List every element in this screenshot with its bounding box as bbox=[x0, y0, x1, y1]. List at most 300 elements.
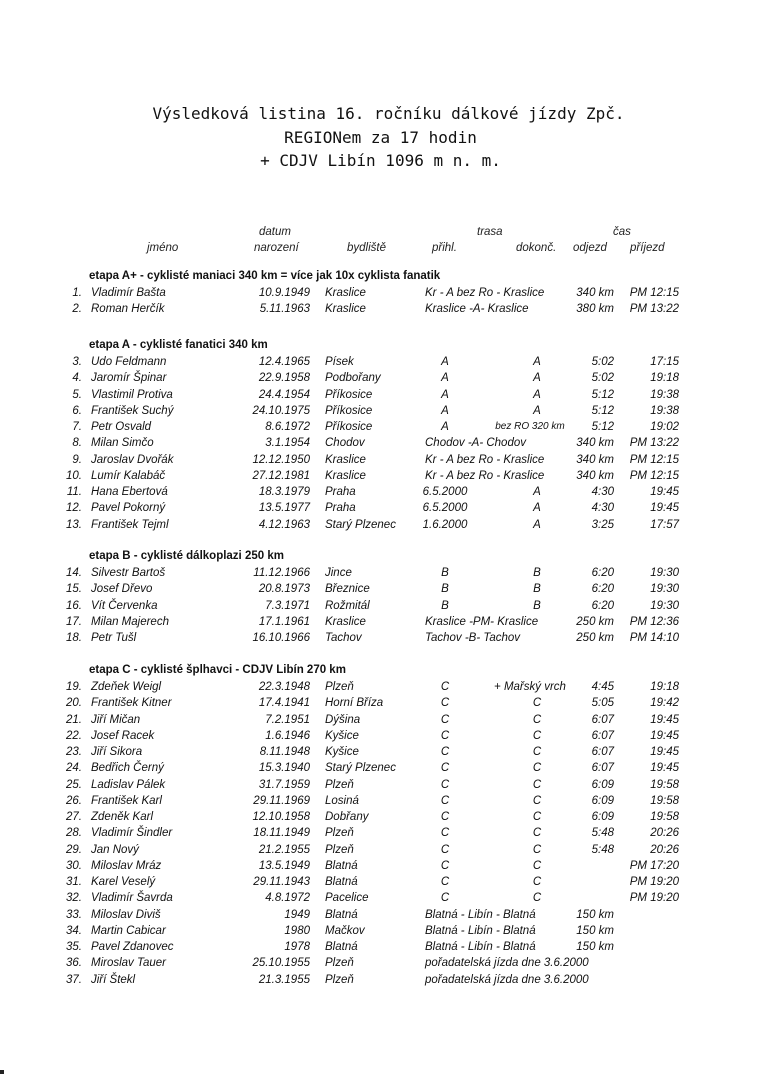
rider-name: Miroslav Tauer bbox=[91, 957, 166, 970]
table-row bbox=[0, 437, 761, 453]
table-row bbox=[0, 779, 761, 795]
departure: 5:02 bbox=[591, 356, 614, 368]
table-row bbox=[0, 600, 761, 616]
table-row bbox=[0, 892, 761, 908]
route-text: Kraslice -A- Kraslice bbox=[425, 303, 529, 316]
row-number: 16. bbox=[66, 599, 82, 612]
table-row bbox=[0, 925, 761, 941]
birth-date: 17.4.1941 bbox=[258, 697, 310, 710]
route-registered: C bbox=[440, 794, 450, 807]
rider-name: Silvestr Bartoš bbox=[91, 567, 166, 579]
arrival: 17:15 bbox=[650, 356, 679, 368]
birth-date: 24.10.1975 bbox=[252, 404, 310, 417]
header-trasa: trasa bbox=[477, 226, 503, 238]
arrival: 20:26 bbox=[650, 843, 679, 856]
route-finished: A bbox=[533, 356, 541, 368]
table-row bbox=[0, 762, 761, 778]
rider-name: Hana Ebertová bbox=[91, 486, 168, 498]
departure: 5:48 bbox=[591, 827, 614, 840]
birth-date: 22.9.1958 bbox=[258, 372, 310, 385]
arrival: 19:18 bbox=[650, 372, 679, 385]
birth-date: 25.10.1955 bbox=[252, 957, 310, 970]
row-number: 35. bbox=[66, 941, 82, 953]
rider-name: Ladislav Pálek bbox=[91, 778, 166, 791]
departure: 150 km bbox=[576, 908, 614, 921]
table-row bbox=[0, 876, 761, 892]
row-number: 5. bbox=[72, 388, 82, 401]
route-finished: C bbox=[532, 778, 542, 791]
document-title-line2: REGIONem za 17 hodin bbox=[284, 128, 477, 147]
departure: 6:07 bbox=[591, 762, 614, 775]
table-row bbox=[0, 421, 761, 437]
rider-name: Lumír Kalabáč bbox=[91, 469, 166, 482]
arrival: PM 13:22 bbox=[629, 303, 679, 316]
route-registered: C bbox=[440, 778, 450, 791]
route-text: Blatná - Libín - Blatná bbox=[425, 924, 536, 937]
arrival: 19:45 bbox=[650, 502, 679, 515]
arrival: 19:58 bbox=[650, 778, 679, 791]
table-row bbox=[0, 860, 761, 876]
route-registered: A bbox=[441, 404, 449, 417]
arrival: 19:45 bbox=[650, 746, 679, 758]
arrival: 19:45 bbox=[650, 486, 679, 498]
birth-date: 12.4.1965 bbox=[258, 356, 310, 368]
rider-name: Martin Cabicar bbox=[91, 924, 166, 937]
birth-date: 21.2.1955 bbox=[258, 843, 310, 856]
route-finished: bez RO 320 km bbox=[495, 421, 565, 432]
route-text: Blatná - Libín - Blatná bbox=[425, 908, 536, 921]
header-narozeni: narození bbox=[254, 242, 299, 254]
table-row bbox=[0, 486, 761, 502]
rider-name: Miloslav Diviš bbox=[91, 908, 161, 921]
table-row bbox=[0, 957, 761, 973]
arrival: 19:45 bbox=[650, 762, 679, 775]
arrival: PM 12:36 bbox=[629, 615, 679, 628]
route-registered: C bbox=[440, 697, 450, 710]
table-row bbox=[0, 827, 761, 843]
rider-name: František Karl bbox=[91, 794, 162, 807]
header-cas: čas bbox=[613, 226, 631, 238]
departure: 5:05 bbox=[591, 697, 614, 710]
arrival: PM 14:10 bbox=[629, 632, 679, 644]
residence: Pacelice bbox=[325, 892, 369, 905]
route-finished: B bbox=[533, 567, 541, 579]
section-title: etapa C - cyklisté šplhavci - CDJV Libín 270 km bbox=[89, 664, 346, 676]
rider-name: František Kitner bbox=[91, 697, 172, 710]
departure: 6:07 bbox=[591, 713, 614, 726]
birth-date: 8.11.1948 bbox=[259, 746, 310, 758]
row-number: 7. bbox=[72, 421, 82, 433]
rider-name: Udo Feldmann bbox=[91, 356, 167, 368]
table-row bbox=[0, 470, 761, 486]
residence: Blatná bbox=[325, 908, 358, 921]
row-number: 29. bbox=[66, 843, 82, 856]
route-text: Kraslice -PM- Kraslice bbox=[425, 615, 539, 628]
table-row bbox=[0, 714, 761, 730]
row-number: 4. bbox=[72, 372, 82, 385]
arrival: 17:57 bbox=[650, 518, 679, 531]
departure: 6:07 bbox=[591, 729, 614, 742]
arrival: PM 12:15 bbox=[629, 469, 679, 482]
arrival: 19:30 bbox=[650, 583, 679, 596]
arrival: PM 17:20 bbox=[629, 859, 679, 872]
arrival: 19:02 bbox=[650, 421, 679, 433]
route-registered: C bbox=[440, 762, 450, 775]
document-title-line1: Výsledková listina 16. ročníku dálkové jízdy Zpč. bbox=[152, 104, 625, 123]
row-number: 6. bbox=[72, 404, 82, 417]
rider-name: Petr Tušl bbox=[91, 632, 137, 644]
row-number: 1. bbox=[72, 287, 82, 299]
arrival: 19:58 bbox=[650, 811, 679, 823]
birth-date: 10.9.1949 bbox=[258, 287, 310, 299]
rider-name: Josef Dřevo bbox=[91, 583, 153, 596]
table-row bbox=[0, 287, 761, 303]
residence: Blatná bbox=[325, 876, 358, 888]
route-finished: A bbox=[533, 388, 541, 401]
departure: 4:45 bbox=[591, 681, 614, 693]
departure: 4:30 bbox=[591, 486, 614, 498]
row-number: 32. bbox=[66, 892, 82, 905]
route-finished: A bbox=[533, 502, 541, 515]
row-number: 8. bbox=[72, 437, 82, 450]
birth-date: 12.12.1950 bbox=[252, 453, 310, 466]
departure: 5:48 bbox=[591, 843, 614, 856]
residence: Mačkov bbox=[325, 924, 365, 937]
table-row bbox=[0, 730, 761, 746]
route-text: Kr - A bez Ro - Kraslice bbox=[425, 469, 545, 482]
row-number: 33. bbox=[66, 908, 82, 921]
departure: 150 km bbox=[576, 924, 614, 937]
residence: Kraslice bbox=[325, 615, 366, 628]
table-row bbox=[0, 356, 761, 372]
rider-name: Jiří Sikora bbox=[91, 746, 143, 758]
departure: 250 km bbox=[576, 615, 614, 628]
route-registered: C bbox=[440, 876, 450, 888]
table-row bbox=[0, 567, 761, 583]
arrival: PM 12:15 bbox=[629, 287, 679, 299]
route-registered: C bbox=[440, 713, 450, 726]
rider-name: Milan Majerech bbox=[91, 615, 169, 628]
rider-name: Vladimír Bašta bbox=[91, 287, 166, 299]
row-number: 37. bbox=[66, 973, 82, 986]
rider-name: Jaroslav Dvořák bbox=[91, 453, 174, 466]
residence: Jince bbox=[325, 567, 352, 579]
route-registered: C bbox=[440, 859, 450, 872]
departure: 250 km bbox=[576, 632, 614, 644]
route-registered: A bbox=[441, 388, 449, 401]
arrival: 19:58 bbox=[650, 794, 679, 807]
residence: Blatná bbox=[325, 941, 358, 953]
residence: Starý Plzenec bbox=[325, 518, 396, 531]
route-registered: B bbox=[441, 567, 449, 579]
arrival: 19:45 bbox=[650, 729, 679, 742]
table-row bbox=[0, 303, 761, 319]
birth-date: 21.3.1955 bbox=[258, 973, 310, 986]
route-registered: A bbox=[441, 421, 449, 433]
rider-name: Vlastimil Protiva bbox=[91, 388, 173, 401]
rider-name: Jan Nový bbox=[91, 843, 139, 856]
rider-name: Karel Veselý bbox=[91, 876, 156, 888]
residence: Příkosice bbox=[325, 404, 373, 417]
route-finished: C bbox=[532, 729, 542, 742]
table-row bbox=[0, 811, 761, 827]
arrival: 20:26 bbox=[650, 827, 679, 840]
arrival: PM 12:15 bbox=[629, 453, 679, 466]
departure: 6:07 bbox=[591, 746, 614, 758]
residence: Blatná bbox=[325, 859, 358, 872]
birth-date: 20.8.1973 bbox=[258, 583, 310, 596]
departure: 150 km bbox=[576, 941, 614, 953]
arrival: 19:38 bbox=[650, 404, 679, 417]
row-number: 26. bbox=[66, 794, 82, 807]
rider-name: Jiří Štekl bbox=[91, 973, 136, 986]
row-number: 24. bbox=[66, 762, 82, 775]
residence: Rožmitál bbox=[325, 599, 370, 612]
row-number: 15. bbox=[66, 583, 82, 596]
rider-name: Bedřich Černý bbox=[91, 762, 164, 775]
arrival: PM 19:20 bbox=[629, 876, 679, 888]
route-registered: 6.5.2000 bbox=[422, 486, 468, 498]
row-number: 12. bbox=[66, 502, 82, 515]
arrival: 19:30 bbox=[650, 567, 679, 579]
route-finished: B bbox=[533, 583, 541, 596]
residence: Chodov bbox=[325, 437, 365, 450]
birth-date: 4.8.1972 bbox=[265, 892, 310, 905]
departure: 6:09 bbox=[591, 778, 614, 791]
row-number: 10. bbox=[66, 469, 82, 482]
row-number: 18. bbox=[66, 632, 82, 644]
row-number: 31. bbox=[66, 876, 82, 888]
row-number: 3. bbox=[72, 356, 82, 368]
route-registered: 6.5.2000 bbox=[422, 502, 468, 515]
birth-date: 18.3.1979 bbox=[258, 486, 310, 498]
residence: Praha bbox=[325, 486, 356, 498]
birth-date: 7.2.1951 bbox=[265, 713, 310, 726]
rider-name: František Tejml bbox=[91, 518, 169, 531]
birth-date: 31.7.1959 bbox=[258, 778, 310, 791]
route-finished: C bbox=[532, 762, 542, 775]
row-number: 21. bbox=[66, 713, 82, 726]
row-number: 2. bbox=[72, 303, 82, 316]
table-row bbox=[0, 909, 761, 925]
route-finished: C bbox=[532, 697, 542, 710]
birth-date: 27.12.1981 bbox=[252, 469, 310, 482]
row-number: 19. bbox=[66, 681, 82, 693]
arrival: 19:38 bbox=[650, 388, 679, 401]
route-registered: B bbox=[441, 583, 449, 596]
table-row bbox=[0, 519, 761, 535]
route-finished: C bbox=[532, 876, 542, 888]
row-number: 23. bbox=[66, 746, 82, 758]
route-text: Chodov -A- Chodov bbox=[425, 437, 526, 450]
route-registered: C bbox=[440, 843, 450, 856]
departure: 5:12 bbox=[591, 388, 614, 401]
departure: 5:12 bbox=[591, 421, 614, 433]
route-finished: B bbox=[533, 599, 541, 612]
table-row bbox=[0, 795, 761, 811]
rider-name: Milan Simčo bbox=[91, 437, 154, 450]
birth-date: 5.11.1963 bbox=[259, 303, 310, 316]
birth-date: 16.10.1966 bbox=[252, 632, 310, 644]
route-finished: C bbox=[532, 746, 542, 758]
table-row bbox=[0, 405, 761, 421]
scan-mark bbox=[0, 1070, 4, 1074]
note-text: pořadatelská jízda dne 3.6.2000 bbox=[425, 957, 589, 970]
route-registered: B bbox=[441, 599, 449, 612]
route-registered: C bbox=[440, 811, 450, 823]
departure: 340 km bbox=[576, 437, 614, 450]
row-number: 22. bbox=[66, 729, 82, 742]
header-prihl: přihl. bbox=[432, 242, 457, 254]
residence: Dobřany bbox=[325, 811, 369, 823]
birth-date: 29.11.1969 bbox=[253, 794, 310, 807]
residence: Podbořany bbox=[325, 372, 381, 385]
section-title: etapa A - cyklisté fanatici 340 km bbox=[89, 339, 268, 351]
rider-name: Pavel Zdanovec bbox=[91, 941, 174, 953]
residence: Praha bbox=[325, 502, 356, 515]
arrival: 19:42 bbox=[650, 697, 679, 710]
route-text: Blatná - Libín - Blatná bbox=[425, 941, 536, 953]
residence: Kraslice bbox=[325, 453, 366, 466]
row-number: 34. bbox=[66, 924, 82, 937]
birth-date: 1980 bbox=[284, 924, 310, 937]
residence: Plzeň bbox=[325, 778, 354, 791]
document-title-line3: + CDJV Libín 1096 m n. m. bbox=[260, 151, 501, 170]
table-row bbox=[0, 502, 761, 518]
table-row bbox=[0, 681, 761, 697]
birth-date: 12.10.1958 bbox=[252, 811, 310, 823]
birth-date: 3.1.1954 bbox=[265, 437, 310, 450]
route-registered: C bbox=[440, 681, 450, 693]
row-number: 27. bbox=[66, 811, 82, 823]
arrival: 19:18 bbox=[650, 681, 679, 693]
birth-date: 18.11.1949 bbox=[253, 827, 310, 840]
birth-date: 1.6.1946 bbox=[265, 729, 310, 742]
route-finished: A bbox=[533, 404, 541, 417]
section-title: etapa A+ - cyklisté maniaci 340 km = více jak 10x cyklista fanatik bbox=[89, 270, 441, 282]
route-finished: A bbox=[533, 372, 541, 385]
birth-date: 4.12.1963 bbox=[258, 518, 310, 531]
row-number: 17. bbox=[66, 615, 82, 628]
route-finished: C bbox=[532, 713, 542, 726]
departure: 340 km bbox=[576, 287, 614, 299]
rider-name: Jiří Mičan bbox=[91, 713, 141, 726]
rider-name: Zdeněk Karl bbox=[91, 811, 154, 823]
table-row bbox=[0, 746, 761, 762]
route-finished: A bbox=[533, 518, 541, 531]
arrival: PM 19:20 bbox=[629, 892, 679, 905]
route-registered: 1.6.2000 bbox=[422, 518, 468, 531]
departure: 380 km bbox=[576, 303, 614, 316]
table-row bbox=[0, 844, 761, 860]
route-finished: C bbox=[532, 827, 542, 840]
route-finished: C bbox=[532, 859, 542, 872]
route-finished: A bbox=[533, 486, 541, 498]
residence: Plzeň bbox=[325, 827, 354, 840]
header-bydliste: bydliště bbox=[347, 242, 386, 254]
residence: Příkosice bbox=[325, 421, 373, 433]
departure: 6:09 bbox=[591, 794, 614, 807]
route-registered: A bbox=[441, 372, 449, 385]
header-datum: datum bbox=[259, 226, 291, 238]
rider-name: Vít Červenka bbox=[91, 599, 158, 612]
birth-date: 17.1.1961 bbox=[258, 615, 310, 628]
birth-date: 29.11.1943 bbox=[253, 876, 310, 888]
row-number: 36. bbox=[66, 957, 82, 970]
rider-name: Roman Herčík bbox=[91, 303, 165, 316]
birth-date: 22.3.1948 bbox=[258, 681, 310, 693]
table-row bbox=[0, 616, 761, 632]
header-prijezd: příjezd bbox=[630, 242, 665, 254]
birth-date: 1978 bbox=[284, 941, 310, 953]
residence: Březnice bbox=[325, 583, 370, 596]
route-registered: C bbox=[440, 892, 450, 905]
row-number: 9. bbox=[72, 453, 82, 466]
birth-date: 11.12.1966 bbox=[253, 567, 310, 579]
table-row bbox=[0, 372, 761, 388]
arrival: PM 13:22 bbox=[629, 437, 679, 450]
rider-name: Josef Racek bbox=[91, 729, 155, 742]
rider-name: František Suchý bbox=[91, 404, 174, 417]
header-jmeno: jméno bbox=[147, 242, 179, 254]
header-dokonc: dokonč. bbox=[516, 242, 557, 254]
row-number: 28. bbox=[66, 827, 82, 840]
departure: 340 km bbox=[576, 469, 614, 482]
arrival: 19:45 bbox=[650, 713, 679, 726]
route-registered: A bbox=[441, 356, 449, 368]
route-finished: C bbox=[532, 811, 542, 823]
rider-name: Vladimír Šindler bbox=[91, 827, 173, 840]
residence: Kraslice bbox=[325, 303, 366, 316]
departure: 6:20 bbox=[591, 583, 614, 596]
row-number: 30. bbox=[66, 859, 82, 872]
departure: 340 km bbox=[576, 453, 614, 466]
route-registered: C bbox=[440, 827, 450, 840]
rider-name: Miloslav Mráz bbox=[91, 859, 162, 872]
rider-name: Jaromír Špinar bbox=[91, 372, 167, 385]
note-text: pořadatelská jízda dne 3.6.2000 bbox=[425, 973, 589, 986]
residence: Dýšina bbox=[325, 713, 361, 726]
rider-name: Petr Osvald bbox=[91, 421, 152, 433]
departure: 3:25 bbox=[591, 518, 614, 531]
birth-date: 8.6.1972 bbox=[265, 421, 310, 433]
departure: 5:12 bbox=[591, 404, 614, 417]
route-finished: C bbox=[532, 794, 542, 807]
residence: Kraslice bbox=[325, 469, 366, 482]
birth-date: 13.5.1977 bbox=[258, 502, 310, 515]
rider-name: Zdeňek Weigl bbox=[91, 681, 162, 693]
residence: Plzeň bbox=[325, 843, 354, 856]
route-finished: + Mařský vrch bbox=[494, 681, 566, 693]
route-registered: C bbox=[440, 746, 450, 758]
table-row bbox=[0, 632, 761, 648]
table-row bbox=[0, 941, 761, 957]
row-number: 25. bbox=[66, 778, 82, 791]
row-number: 11. bbox=[66, 486, 82, 498]
residence: Plzeň bbox=[325, 973, 354, 986]
row-number: 20. bbox=[66, 697, 82, 710]
route-finished: C bbox=[532, 892, 542, 905]
departure: 6:20 bbox=[591, 567, 614, 579]
table-row bbox=[0, 454, 761, 470]
birth-date: 13.5.1949 bbox=[258, 859, 310, 872]
route-finished: C bbox=[532, 843, 542, 856]
route-registered: C bbox=[440, 729, 450, 742]
section-title: etapa B - cyklisté dálkoplazi 250 km bbox=[89, 550, 284, 562]
residence: Losiná bbox=[325, 794, 359, 807]
row-number: 14. bbox=[66, 567, 82, 579]
row-number: 13. bbox=[66, 518, 82, 531]
